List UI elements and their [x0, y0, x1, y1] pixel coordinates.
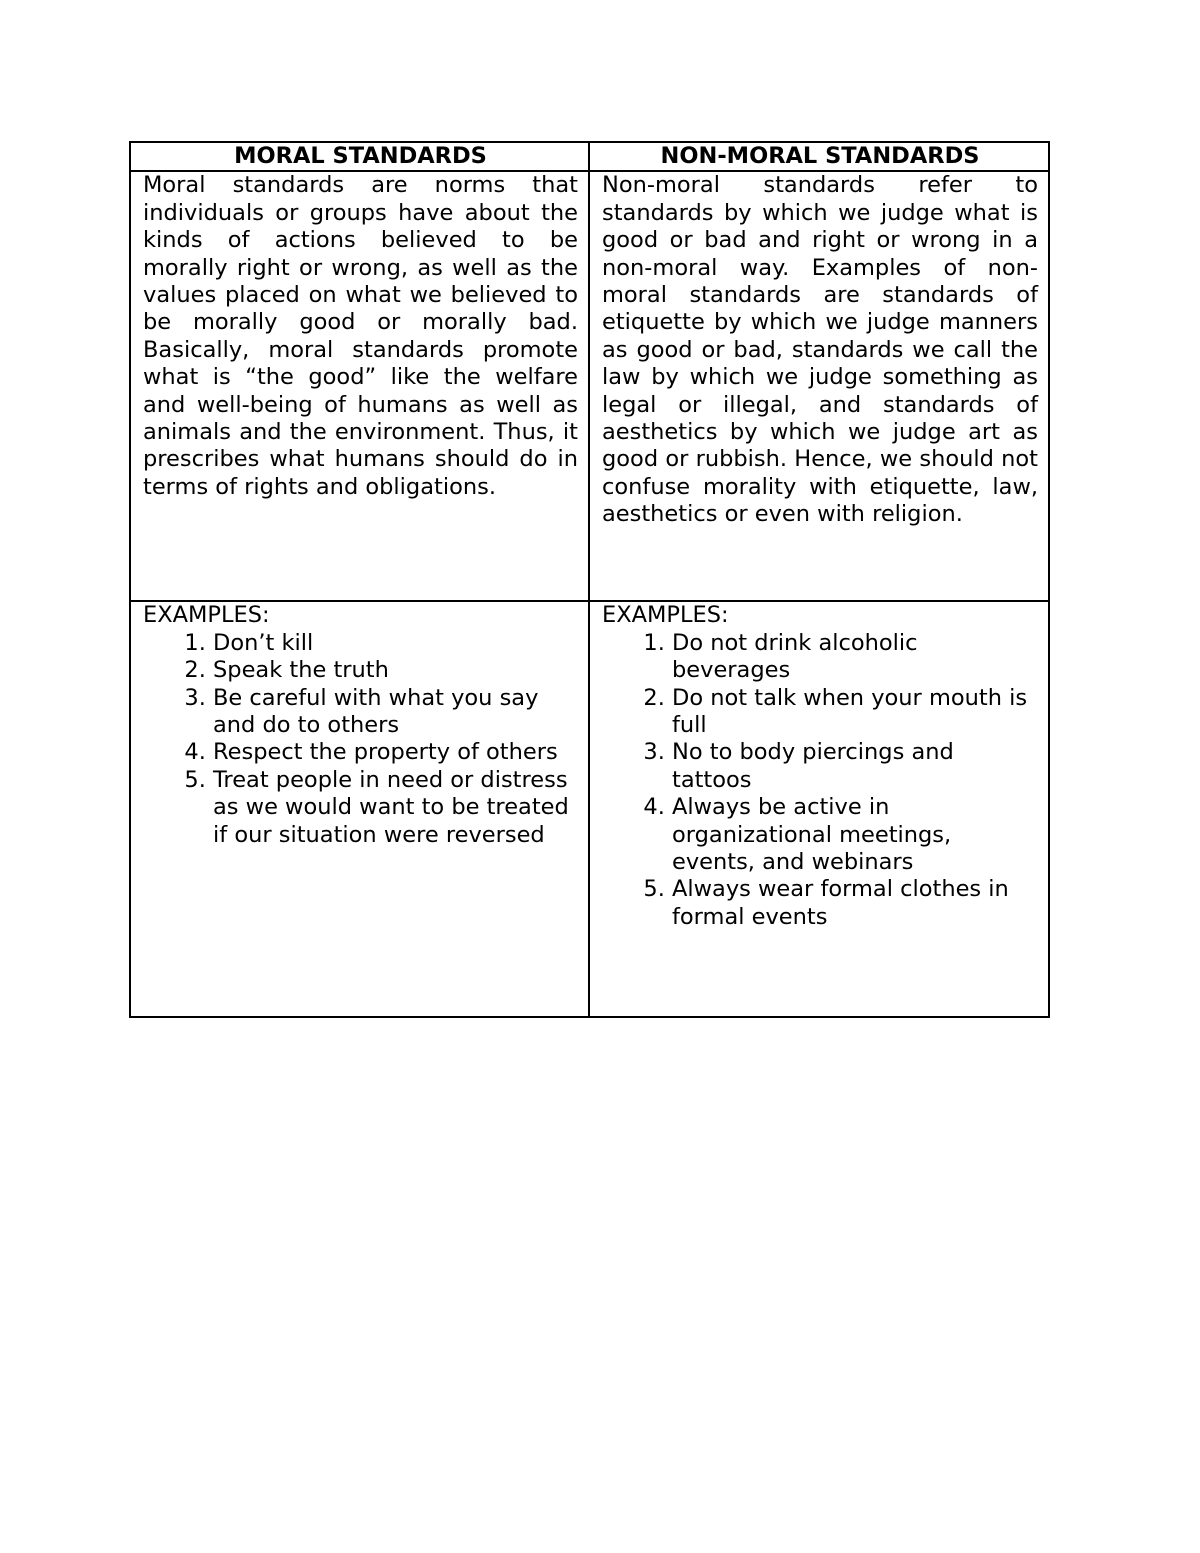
examples-row: [130, 601, 1049, 1017]
list-item: 2. Do not talk when your mouth is full: [672, 685, 1038, 740]
non-moral-examples-cell: [589, 601, 1049, 1017]
list-item: 5. Treat people in need or distress as we would want to be treated if our situation were reversed: [213, 767, 578, 849]
standards-comparison-table: [129, 141, 1050, 1018]
list-item: 3. No to body piercings and tattoos: [672, 739, 1038, 794]
description-row: [130, 171, 1049, 601]
non-moral-standards-header: NON-MORAL STANDARDS: [589, 142, 1049, 171]
non-moral-examples-label: EXAMPLES:: [602, 602, 729, 629]
list-item: 3. Be careful with what you say and do to others: [213, 685, 578, 740]
non-moral-standards-description: Non-moral standards refer to standards by which we judge what is good or bad and right or wrong in a non-moral way. Examples of non-moral standards are standards of etiquette by which we judge manners as good or bad, standards we call the law by which we judge something as legal or illegal, and standards of aesthetics by which we judge art as good or rubbish. Hence, we should not confuse morality with etiquette, law, aesthetics or even with religion.: [589, 171, 1049, 601]
list-item: 4. Always be active in organizational meetings, events, and webinars: [672, 794, 1038, 876]
moral-standards-header: MORAL STANDARDS: [130, 142, 589, 171]
list-item: 4. Respect the property of others: [213, 739, 578, 766]
moral-examples-cell: [130, 601, 589, 1017]
moral-standards-description: Moral standards are norms that individuals or groups have about the kinds of actions believed to be morally right or wrong, as well as the values placed on what we believed to be morally good or morally bad. Basically, moral standards promote what is “the good” like the welfare and well-being of humans as well as animals and the environment. Thus, it prescribes what humans should do in terms of rights and obligations.: [130, 171, 589, 601]
list-item: 5. Always wear formal clothes in formal events: [672, 876, 1038, 931]
non-moral-examples-list: [602, 630, 1038, 931]
moral-examples-label: EXAMPLES:: [143, 602, 270, 629]
header-row: [130, 142, 1049, 171]
list-item: 1. Don’t kill: [213, 630, 578, 657]
list-item: 2. Speak the truth: [213, 657, 578, 684]
list-item: 1. Do not drink alcoholic beverages: [672, 630, 1038, 685]
moral-examples-list: [143, 630, 578, 849]
